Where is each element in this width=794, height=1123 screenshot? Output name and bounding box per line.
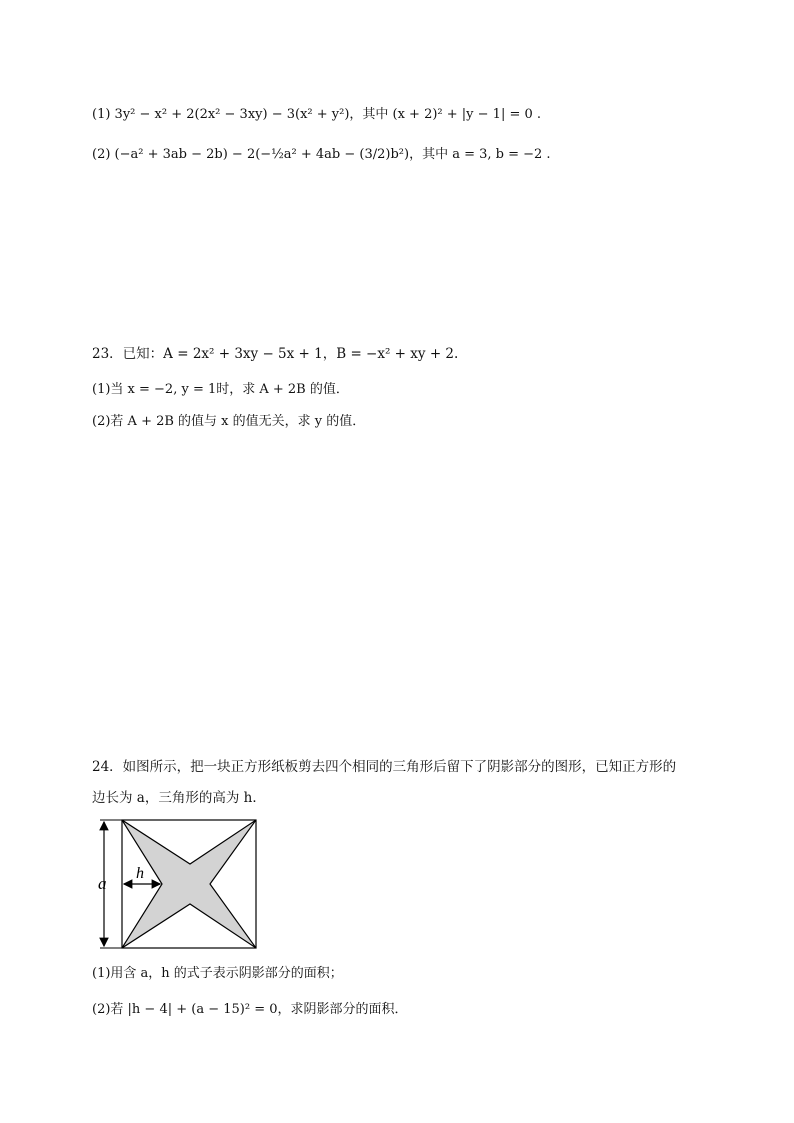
q24-stem-line2-text: 边长为 a，三角形的高为 h． [92,790,266,806]
q24-stem-line1 [92,757,676,777]
q24-part1 [92,964,343,984]
q24-part2-text: (2)若 |h − 4| + (a − 15)² = 0，求阴影部分的面积． [92,1002,408,1017]
q23-part1-text: (1)当 x = −2, y = 1时，求 A + 2B 的值． [92,382,349,397]
q23-stem [92,344,458,364]
q22-part1 [92,105,541,125]
q24-stem-line1-text: 24．如图所示，把一块正方形纸板剪去四个相同的三角形后留下了阴影部分的图形，已知正方形的 [92,759,677,775]
q24-stem-line2 [92,788,266,808]
q22-part2 [92,145,551,165]
q24-part1-text: (1)用含 a，h 的式子表示阴影部分的面积； [92,966,343,981]
label-h: h [136,865,144,882]
label-a: a [98,874,107,893]
q23-stem-text: 23．已知：A = 2x² + 3xy − 5x + 1，B = −x² + xy + 2. [92,346,459,362]
q22-part1-text: (1) 3y² − x² + 2(2x² − 3xy) − 3(x² + y²)，其中 (x + 2)² + |y − 1| = 0 . [92,107,542,122]
q24-part2 [92,1000,408,1020]
q22-part2-text: (2) (−a² + 3ab − 2b) − 2(−½a² + 4ab − (3/2)b²)，其中 a = 3, b = −2 . [92,147,551,162]
square-star-figure [92,812,264,952]
q23-part2-text: (2)若 A + 2B 的值与 x 的值无关，求 y 的值． [92,414,366,429]
square-star-diagram [92,812,264,952]
q23-part1 [92,380,349,400]
q23-part2 [92,412,365,432]
